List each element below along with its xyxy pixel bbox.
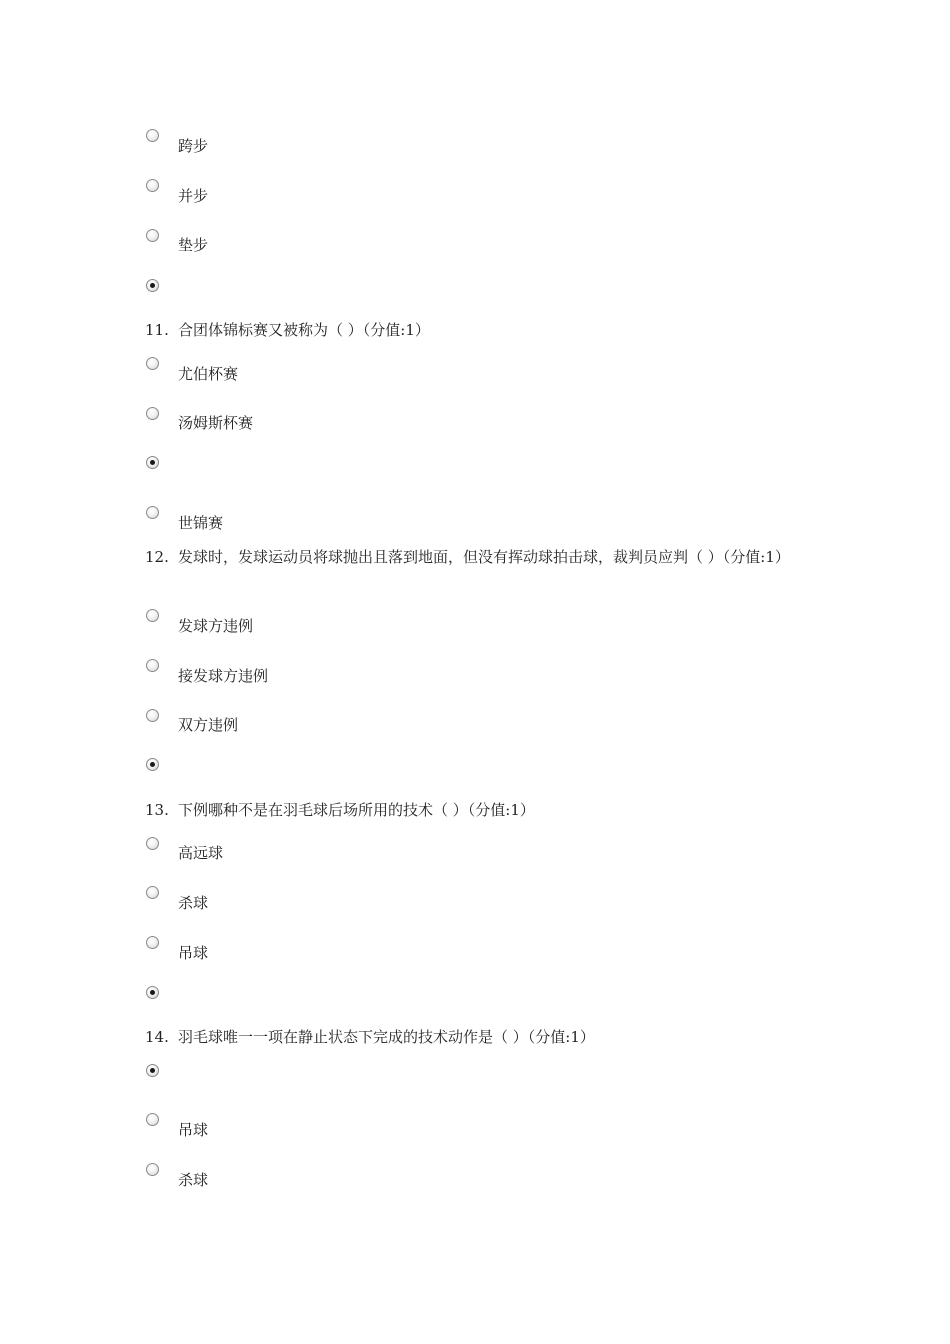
radio-button[interactable] bbox=[146, 456, 159, 469]
option-label: 尤伯杯赛 bbox=[178, 365, 239, 383]
question-number: 14. bbox=[145, 1028, 169, 1046]
radio-button[interactable] bbox=[146, 1163, 159, 1176]
question-number: 13. bbox=[145, 801, 169, 819]
radio-button[interactable] bbox=[146, 1064, 159, 1077]
question-text: 羽毛球唯一一项在静止状态下完成的技术动作是（ ）（分值:1） bbox=[178, 1028, 595, 1046]
option-label: 吊球 bbox=[178, 944, 209, 962]
option-label: 世锦赛 bbox=[178, 514, 224, 532]
option-label: 接发球方违例 bbox=[178, 667, 269, 685]
radio-button[interactable] bbox=[146, 1113, 159, 1126]
radio-button[interactable] bbox=[146, 758, 159, 771]
option-label: 双方违例 bbox=[178, 716, 239, 734]
radio-button[interactable] bbox=[146, 659, 159, 672]
radio-button[interactable] bbox=[146, 609, 159, 622]
question-number: 11. bbox=[145, 321, 169, 339]
question-text: 发球时，发球运动员将球抛出且落到地面，但没有挥动球拍击球，裁判员应判（ ）（分值:1） bbox=[178, 548, 790, 566]
option-label: 杀球 bbox=[178, 894, 209, 912]
question-text: 合团体锦标赛又被称为（ ）（分值:1） bbox=[178, 321, 430, 339]
radio-button[interactable] bbox=[146, 506, 159, 519]
radio-button[interactable] bbox=[146, 407, 159, 420]
radio-button[interactable] bbox=[146, 357, 159, 370]
radio-button[interactable] bbox=[146, 837, 159, 850]
radio-button[interactable] bbox=[146, 179, 159, 192]
option-label: 汤姆斯杯赛 bbox=[178, 414, 254, 432]
radio-button[interactable] bbox=[146, 229, 159, 242]
option-label: 吊球 bbox=[178, 1121, 209, 1139]
radio-button[interactable] bbox=[146, 886, 159, 899]
question-text: 下例哪种不是在羽毛球后场所用的技术（ ）（分值:1） bbox=[178, 801, 535, 819]
option-label: 垫步 bbox=[178, 236, 209, 254]
option-label: 并步 bbox=[178, 187, 209, 205]
option-label: 跨步 bbox=[178, 137, 209, 155]
question-number: 12. bbox=[145, 548, 169, 566]
radio-button[interactable] bbox=[146, 936, 159, 949]
radio-button[interactable] bbox=[146, 129, 159, 142]
radio-button[interactable] bbox=[146, 279, 159, 292]
option-label: 杀球 bbox=[178, 1171, 209, 1189]
option-label: 发球方违例 bbox=[178, 617, 254, 635]
radio-button[interactable] bbox=[146, 709, 159, 722]
option-label: 高远球 bbox=[178, 844, 224, 862]
radio-button[interactable] bbox=[146, 986, 159, 999]
